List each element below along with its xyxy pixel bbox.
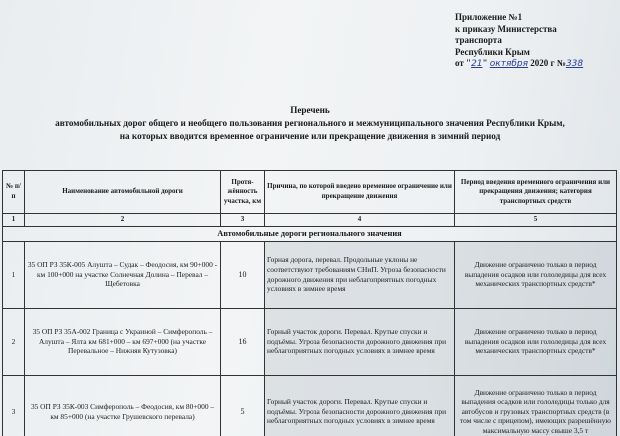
col-number: 4 — [265, 214, 455, 227]
road-name: 35 ОП РЗ 35К-005 Алушта – Судак – Феодосия, км 90+000 - км 100+000 на участке Солнечная Долина – Перевал – Щебетовка — [25, 241, 221, 308]
date-prefix: от " — [455, 58, 472, 69]
column-number-row — [3, 214, 617, 227]
header-period: Период введения временного ограничения или прекращения движения; категория транспортных средств — [455, 171, 617, 214]
col-number: 3 — [221, 214, 265, 227]
road-period: Движение ограничено только в период выпадения осадков или гололедицы для всех механических транспортных средств* — [455, 308, 617, 375]
header-reason: Причина, по которой введено временное ограничение или прекращение движения — [265, 171, 455, 214]
header-row — [3, 171, 617, 214]
col-number: 1 — [3, 214, 25, 227]
date-year: 2020 г № — [530, 58, 566, 69]
annex-republic: Республики Крым — [455, 46, 530, 57]
col-number: 5 — [455, 214, 617, 227]
header-idx: № п/п — [3, 171, 25, 214]
date-day: 21 — [471, 59, 483, 70]
section-row — [3, 226, 617, 241]
annex-ministry: транспорта — [455, 35, 502, 46]
road-period: Движение ограничено только в период выпадения осадков или гололедицы для всех механических транспортных средств* — [455, 241, 617, 308]
annex-date — [455, 58, 583, 71]
table-row — [3, 375, 617, 436]
road-length: 5 — [221, 375, 265, 436]
road-reason: Горный участок дороги. Перевал. Крутые спуски и подъёмы. Угроза безопасности дорожного движения при неблагоприятных погодных условиях в зимнее время — [265, 308, 455, 375]
table-row — [3, 241, 617, 308]
col-number: 2 — [25, 214, 221, 227]
road-period: Движение ограничено только в период выпадения осадков или гололедицы только для автобусов и грузовых транспортных средств (в том числе с прицепом), имеющих разрешённую максимальную массу свыше 3,5 т — [455, 375, 617, 436]
row-idx: 3 — [3, 375, 25, 436]
road-reason: Горная дорога, перевал. Продольные уклоны не соответствуют требованиям СНиП. Угроза безопасности дорожного движения при неблагоприятных погодных условиях в зимнее время — [265, 241, 455, 308]
road-length: 10 — [221, 241, 265, 308]
annex-order: к приказу Министерства — [455, 23, 557, 34]
row-idx: 2 — [3, 308, 25, 375]
title-line-3: на которых вводится временное ограничение или прекращение движения в зимний период — [119, 131, 501, 141]
date-month: октября — [489, 59, 529, 70]
order-number: 338 — [565, 59, 584, 70]
road-name: 35 ОП РЗ 35К-003 Симферополь – Феодосия, км 80+000 – км 85+000 (на участке Грушевского перевала) — [25, 375, 221, 436]
road-name: 35 ОП РЗ 35А-002 Граница с Украиной – Симферополь – Алушта – Ялта км 681+000 – км 697+000 (на участке Перевальное – Нижняя Кутузовка) — [25, 308, 221, 375]
roads-table — [2, 170, 617, 436]
header-length: Протя-жённость участка, км — [221, 171, 265, 214]
title-line-2: автомобильных дорог общего и необщего пользования регионального и межмуниципального значения Республики Крым, — [55, 118, 565, 128]
annex-header — [455, 12, 583, 71]
header-name: Наименование автомобильной дороги — [25, 171, 221, 214]
document-title — [0, 104, 620, 143]
title-line-1: Перечень — [290, 105, 330, 115]
date-quote: " — [482, 58, 488, 69]
table-row — [3, 308, 617, 375]
row-idx: 1 — [3, 241, 25, 308]
road-length: 16 — [221, 308, 265, 375]
section-title: Автомобильные дороги регионального значения — [3, 226, 617, 241]
road-reason: Горный участок дороги. Перевал. Крутые спуски и подъёмы. Угроза безопасности дорожного движения при неблагоприятных погодных условиях в зимнее время — [265, 375, 455, 436]
annex-title: Приложение №1 — [455, 12, 523, 22]
